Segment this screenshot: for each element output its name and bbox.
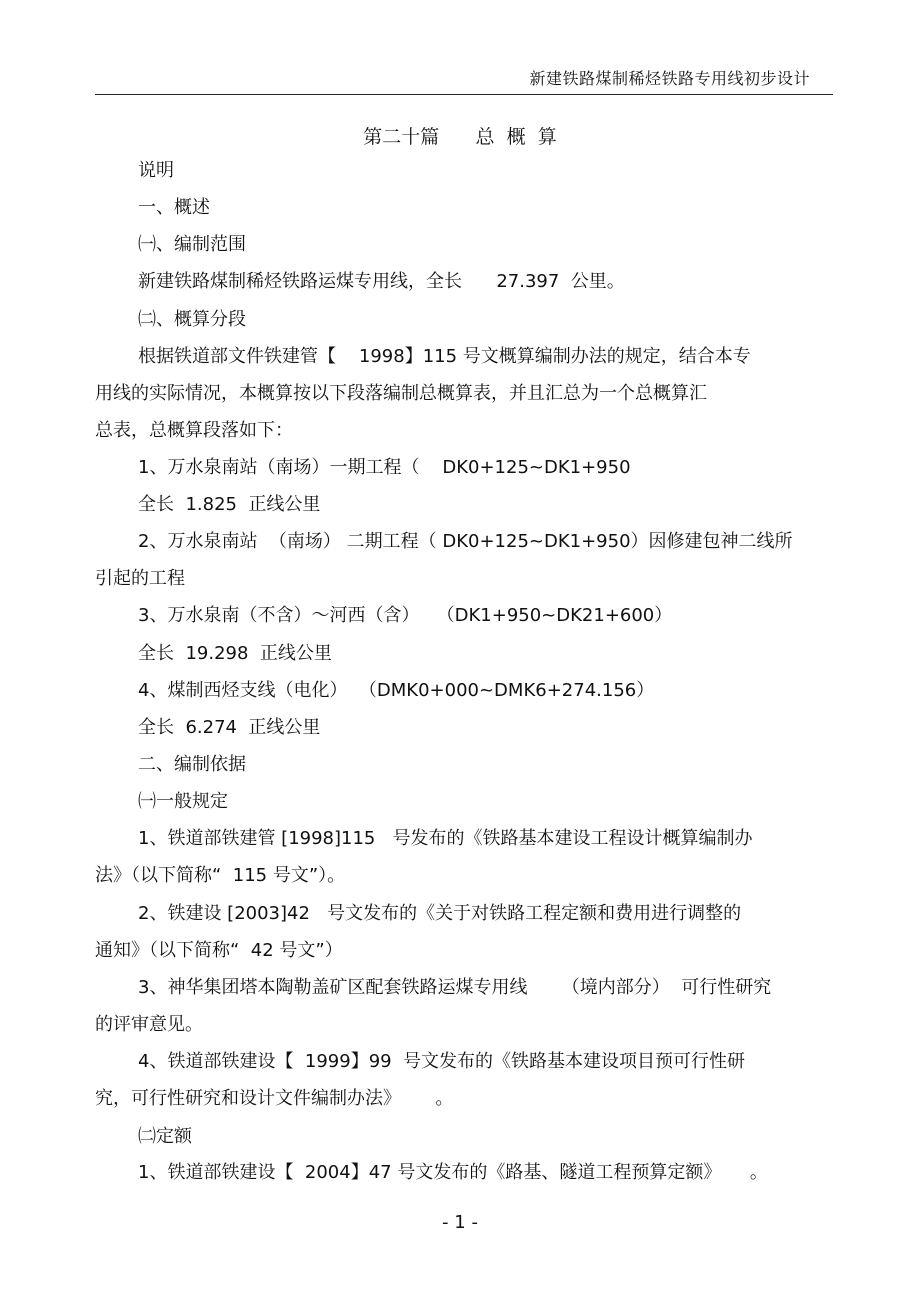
page-number: - 1 -	[442, 1212, 478, 1233]
list-item: 4、煤制西烃支线（电化） （DMK0+000~DMK6+274.156）	[138, 680, 655, 701]
list-item-detail: 全长 1.825 正线公里	[138, 494, 321, 515]
list-item: 1、万水泉南站（南场）一期工程（ DK0+125~DK1+950	[138, 457, 631, 478]
list-item: 2、铁建设 [2003]42 号文发布的《关于对铁路工程定额和费用进行调整的	[138, 903, 742, 924]
list-item: 3、神华集团塔本陶勒盖矿区配套铁路运煤专用线 （境内部分） 可行性研究	[138, 977, 772, 998]
list-item: 4、铁道部铁建设【 1999】99 号文发布的《铁路基本建设项目预可行性研	[138, 1051, 746, 1072]
subsection-heading-segments: ㈡、概算分段	[138, 309, 246, 330]
list-item-detail: 全长 6.274 正线公里	[138, 717, 321, 738]
section-heading-explanation: 说明	[138, 160, 174, 181]
running-header: 新建铁路煤制稀烃铁路专用线初步设计	[529, 69, 810, 88]
header-divider	[95, 94, 833, 95]
list-item: 1、铁道部铁建管 [1998]115 号发布的《铁路基本建设工程设计概算编制办	[138, 828, 753, 849]
subsection-heading-quota: ㈡定额	[138, 1126, 192, 1147]
list-item-continuation: 法》（以下简称“ 115 号文”）。	[95, 865, 346, 886]
list-item: 1、铁道部铁建设【 2004】47 号文发布的《路基、隧道工程预算定额》 。	[138, 1162, 768, 1183]
section-heading-overview: 一、概述	[138, 197, 210, 218]
subsection-heading-scope: ㈠、编制范围	[138, 234, 246, 255]
list-item-detail: 全长 19.298 正线公里	[138, 643, 332, 664]
list-item: 2、万水泉南站 （南场） 二期工程（ DK0+125~DK1+950）因修建包神二线所	[138, 531, 793, 552]
list-item-continuation: 究，可行性研究和设计文件编制办法》 。	[95, 1088, 454, 1109]
paragraph-line: 根据铁道部文件铁建管【 1998】115 号文概算编制办法的规定，结合本专	[138, 346, 751, 367]
paragraph-line: 总表，总概算段落如下：	[95, 420, 293, 441]
list-item: 3、万水泉南（不含）～河西（含） （DK1+950~DK21+600）	[138, 605, 673, 626]
list-item-continuation: 通知》（以下简称“ 42 号文”）	[95, 940, 343, 961]
chapter-title: 第二十篇 总 概 算	[363, 126, 557, 148]
subsection-heading-general: ㈠一般规定	[138, 791, 228, 812]
list-item-continuation: 的评审意见。	[95, 1014, 203, 1035]
paragraph-line: 新建铁路煤制稀烃铁路运煤专用线，全长 27.397 公里。	[138, 271, 625, 292]
paragraph-line: 用线的实际情况，本概算按以下段落编制总概算表，并且汇总为一个总概算汇	[95, 383, 707, 404]
section-heading-basis: 二、编制依据	[138, 754, 246, 775]
list-item-continuation: 引起的工程	[95, 568, 185, 589]
